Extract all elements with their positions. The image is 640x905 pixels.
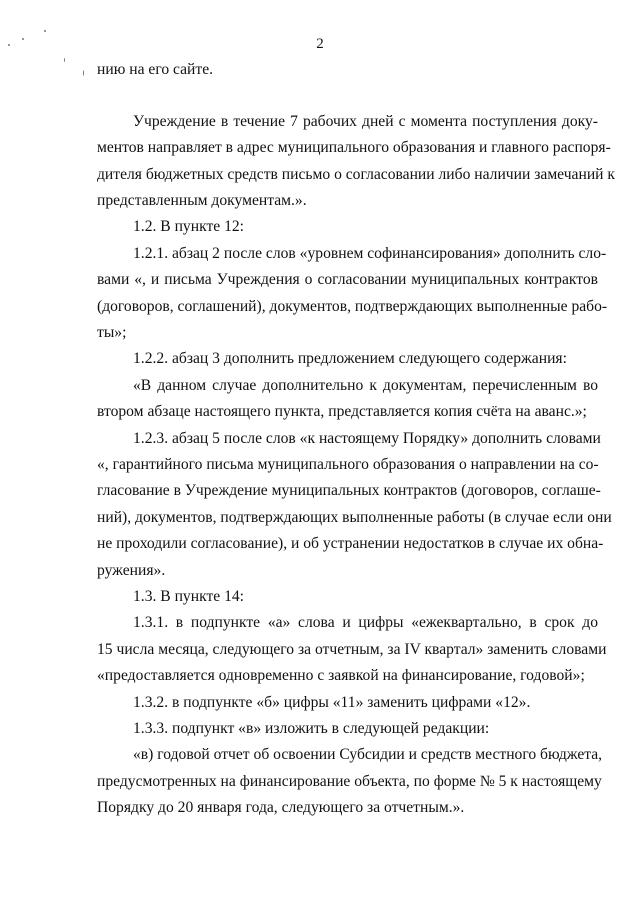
scan-speck (44, 30, 46, 32)
scan-speck (22, 38, 24, 40)
text-line: 15 числа месяца, следующего за отчетным, за IV квартал» заменить словами (97, 641, 607, 658)
text-line: ты»; (97, 324, 127, 341)
text-line: гласование в Учреждение муниципальных контрактов (договоров, соглаше- (97, 482, 601, 499)
text-line: не проходили согласование), и об устранении недостатков в случае их обна- (97, 535, 604, 552)
text-line: 1.2.3. абзац 5 после слов «к настоящему Порядку» дополнить словами (133, 430, 601, 447)
text-line: «, гарантийного письма муниципального образования о направлении на со- (97, 456, 599, 473)
text-line: предусмотренных на финансирование объекта, по форме № 5 к настоящему (97, 773, 602, 790)
text-line: «в) годовой отчет об освоении Субсидии и средств местного бюджета, (133, 746, 603, 763)
text-line: нию на его сайте. (97, 61, 214, 78)
text-line: (договоров, соглашений), документов, подтверждающих выполненные рабо- (97, 298, 608, 315)
text-line: 1.3. В пункте 14: (133, 588, 245, 605)
text-line: дителя бюджетных средств письмо о согласовании либо наличии замечаний к (97, 166, 615, 183)
text-line: 1.2.1. абзац 2 после слов «уровнем софинансирования» дополнить сло- (133, 245, 607, 262)
text-line: «В данном случае дополнительно к документам, перечисленным во (133, 377, 598, 394)
text-line: втором абзаце настоящего пункта, представляется копия счёта на аванс.»; (97, 403, 587, 420)
text-line: ний), документов, подтверждающих выполненные работы (в случае если они (97, 509, 612, 526)
text-line: 1.2.2. абзац 3 дополнить предложением следующего содержания: (133, 350, 567, 367)
text-line: представленным документам.». (97, 192, 307, 209)
scan-speck (64, 58, 65, 62)
scan-speck (83, 70, 84, 76)
page-number: 2 (316, 36, 324, 52)
text-line: 1.3.2. в подпункте «б» цифры «11» заменить цифрами «12». (133, 694, 531, 711)
text-line: ружения». (97, 562, 166, 579)
text-line: ментов направляет в адрес муниципального образования и главного распоря- (97, 139, 611, 156)
text-line: 1.3.1. в подпункте «а» слова и цифры «ежеквартально, в срок до (133, 614, 598, 631)
scan-speck (8, 44, 10, 46)
text-line: 1.3.3. подпункт «в» изложить в следующей редакции: (133, 720, 490, 737)
text-line: Учреждение в течение 7 рабочих дней с момента поступления доку- (133, 113, 598, 130)
text-line: «предоставляется одновременно с заявкой на финансирование, годовой»; (97, 667, 585, 684)
text-line: 1.2. В пункте 12: (133, 218, 245, 235)
text-line: Порядку до 20 января года, следующего за отчетным.». (97, 799, 465, 816)
text-line: вами «, и письма Учреждения о согласовании муниципальных контрактов (97, 271, 598, 288)
